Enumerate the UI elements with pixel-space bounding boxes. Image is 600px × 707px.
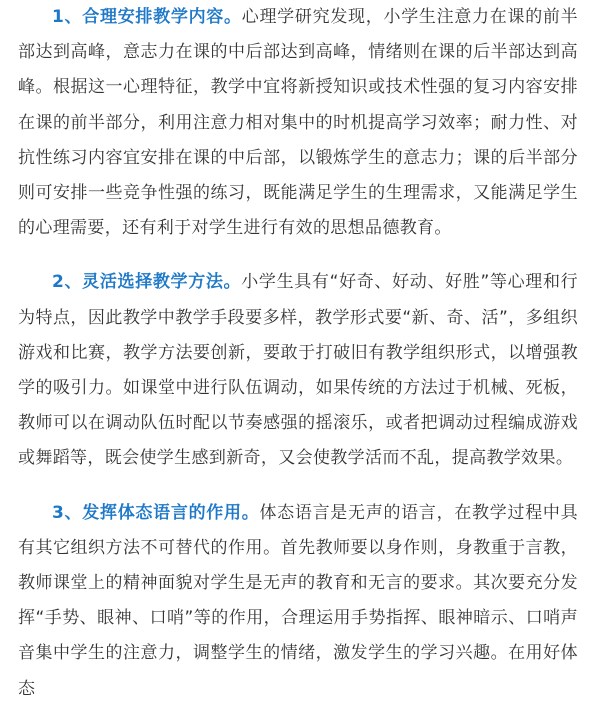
section-heading-2: 2、灵活选择教学方法。 (52, 272, 242, 293)
section-paragraph-1 (18, 0, 578, 246)
article (18, 0, 578, 707)
section-body-1: 心理学研究发现，小学生注意力在课的前半部达到高峰，意志力在课的中后部达到高峰，情绪则在课的后半部达到高峰。根据这一心理特征，教学中宜将新授知识或技术性强的复习内容安排在课的前半部分，利用注意力相对集中的时机提高学习效率；耐力性、对抗性练习内容宜安排在课的中后部，以锻炼学生的意志力；课的后半部分则可安排一些竞争性强的练习，既能满足学生的生理需求，又能满足学生的心理需要，还有利于对学生进行有效的思想品德教育。 (18, 7, 578, 239)
section-paragraph-2 (18, 265, 578, 476)
section-body-3: 体态语言是无声的语言，在教学过程中具有其它组织方法不可替代的作用。首先教师要以身作则，身教重于言教，教师课堂上的精神面貌对学生是无声的教育和无言的要求。其次要充分发挥“手势、眼神、口哨”等的作用，合理运用手势指挥、眼神暗示、口哨声音集中学生的注意力，调整学生的情绪，激发学生的学习兴趣。在用好体态 (18, 502, 578, 699)
section-heading-1: 1、合理安排教学内容。 (52, 7, 242, 27)
section-body-2: 小学生具有“好奇、好动、好胜”等心理和行为特点，因此教学中教学手段要多样，教学形式要“新、奇、活”，多组织游戏和比赛，教学方法要创新，要敢于打破旧有教学组织形式，以增强教学的吸引力。如课堂中进行队伍调动，如果传统的方法过于机械、死板，教师可以在调动队伍时配以节奏感强的摇滚乐，或者把调动过程编成游戏或舞蹈等，既会使学生感到新奇，又会使教学活而不乱，提高教学效果。 (18, 272, 578, 469)
section-paragraph-3 (18, 496, 578, 707)
section-heading-3: 3、发挥体态语言的作用。 (52, 502, 260, 523)
